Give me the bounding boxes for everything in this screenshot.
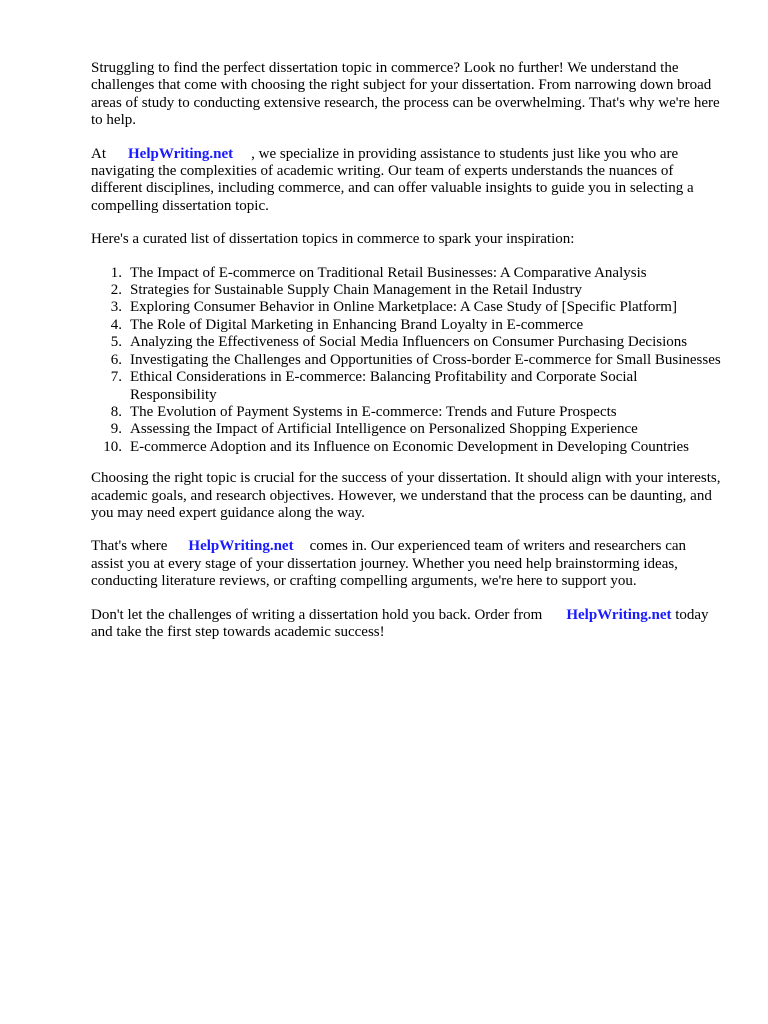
topic-number: 4. [110,316,122,333]
topic-number: 7. [110,369,122,386]
topic-item [91,317,721,334]
topic-number: 3. [110,299,122,316]
topic-number: 5. [110,334,122,351]
topic-item [91,439,721,456]
topic-text: The Role of Digital Marketing in Enhancing Brand Loyalty in E-commerce [130,316,584,333]
topic-text: E-commerce Adoption and its Influence on Economic Development in Developing Countries [130,438,690,455]
topic-list [91,265,721,456]
topic-text: Exploring Consumer Behavior in Online Marketplace: A Case Study of [Specific Platform] [130,299,677,316]
helpwriting-link-2[interactable]: HelpWriting.net [188,538,294,555]
topic-item [91,352,721,369]
topic-item [91,282,721,299]
thats-where-paragraph [91,538,721,590]
topic-item [91,334,721,351]
topic-text: Assessing the Impact of Artificial Intelligence on Personalized Shopping Experience [130,421,638,438]
topic-number: 9. [110,421,122,438]
topic-item [91,265,721,282]
topic-item [91,404,721,421]
topic-number: 10. [103,438,122,455]
topic-text: Analyzing the Effectiveness of Social Media Influencers on Consumer Purchasing Decisions [130,334,688,351]
intro-paragraph: Struggling to find the perfect dissertation topic in commerce? Look no further! We understand the challenges that come with choosing the right subject for your dissertation. From narrowing down broad areas of study to conducting extensive research, the process can be overwhelming. That's why we're here to help. [91,60,720,129]
topic-number: 2. [110,282,122,299]
topic-item [91,421,721,438]
topic-number: 8. [110,403,122,420]
closing-suffix: today and take the first step towards academic success! [91,606,709,640]
about-paragraph [91,146,721,216]
topic-text: The Evolution of Payment Systems in E-commerce: Trends and Future Prospects [130,403,617,420]
topic-text: Investigating the Challenges and Opportunities of Cross-border E-commerce for Small Businesses [130,351,721,368]
helpwriting-link-3[interactable]: HelpWriting.net [566,606,672,623]
about-suffix: , we specialize in providing assistance to students just like you who are navigating the complexities of academic writing. Our team of experts understands the nuances of different disciplines, including commerce, and can offer valuable insights to guide you in selecting a compelling dissertation topic. [91,145,694,214]
document-page [91,60,721,657]
topic-text: The Impact of E-commerce on Traditional Retail Businesses: A Comparative Analysis [130,264,647,281]
topic-number: 1. [110,264,122,281]
topic-text: Strategies for Sustainable Supply Chain Management in the Retail Industry [130,282,582,299]
helpwriting-link-1[interactable]: HelpWriting.net [128,145,234,162]
about-prefix: At [91,145,106,162]
topic-text: Ethical Considerations in E-commerce: Balancing Profitability and Corporate Social Responsibility [130,369,638,403]
topic-number: 6. [110,351,122,368]
thats-prefix: That's where [91,538,168,555]
topic-item [91,369,721,404]
list-intro-paragraph: Here's a curated list of dissertation topics in commerce to spark your inspiration: [91,231,575,248]
choosing-paragraph: Choosing the right topic is crucial for the success of your dissertation. It should align with your interests, academic goals, and research objectives. However, we understand that the process can be daunting, and you may need expert guidance along the way. [91,470,721,521]
thats-suffix: comes in. Our experienced team of writers and researchers can assist you at every stage of your dissertation journey. Whether you need help brainstorming ideas, conducting literature reviews, or crafting compelling arguments, we're here to support you. [91,538,687,590]
topic-item [91,299,721,316]
closing-prefix: Don't let the challenges of writing a dissertation hold you back. Order from [91,606,543,623]
closing-paragraph [91,607,721,642]
